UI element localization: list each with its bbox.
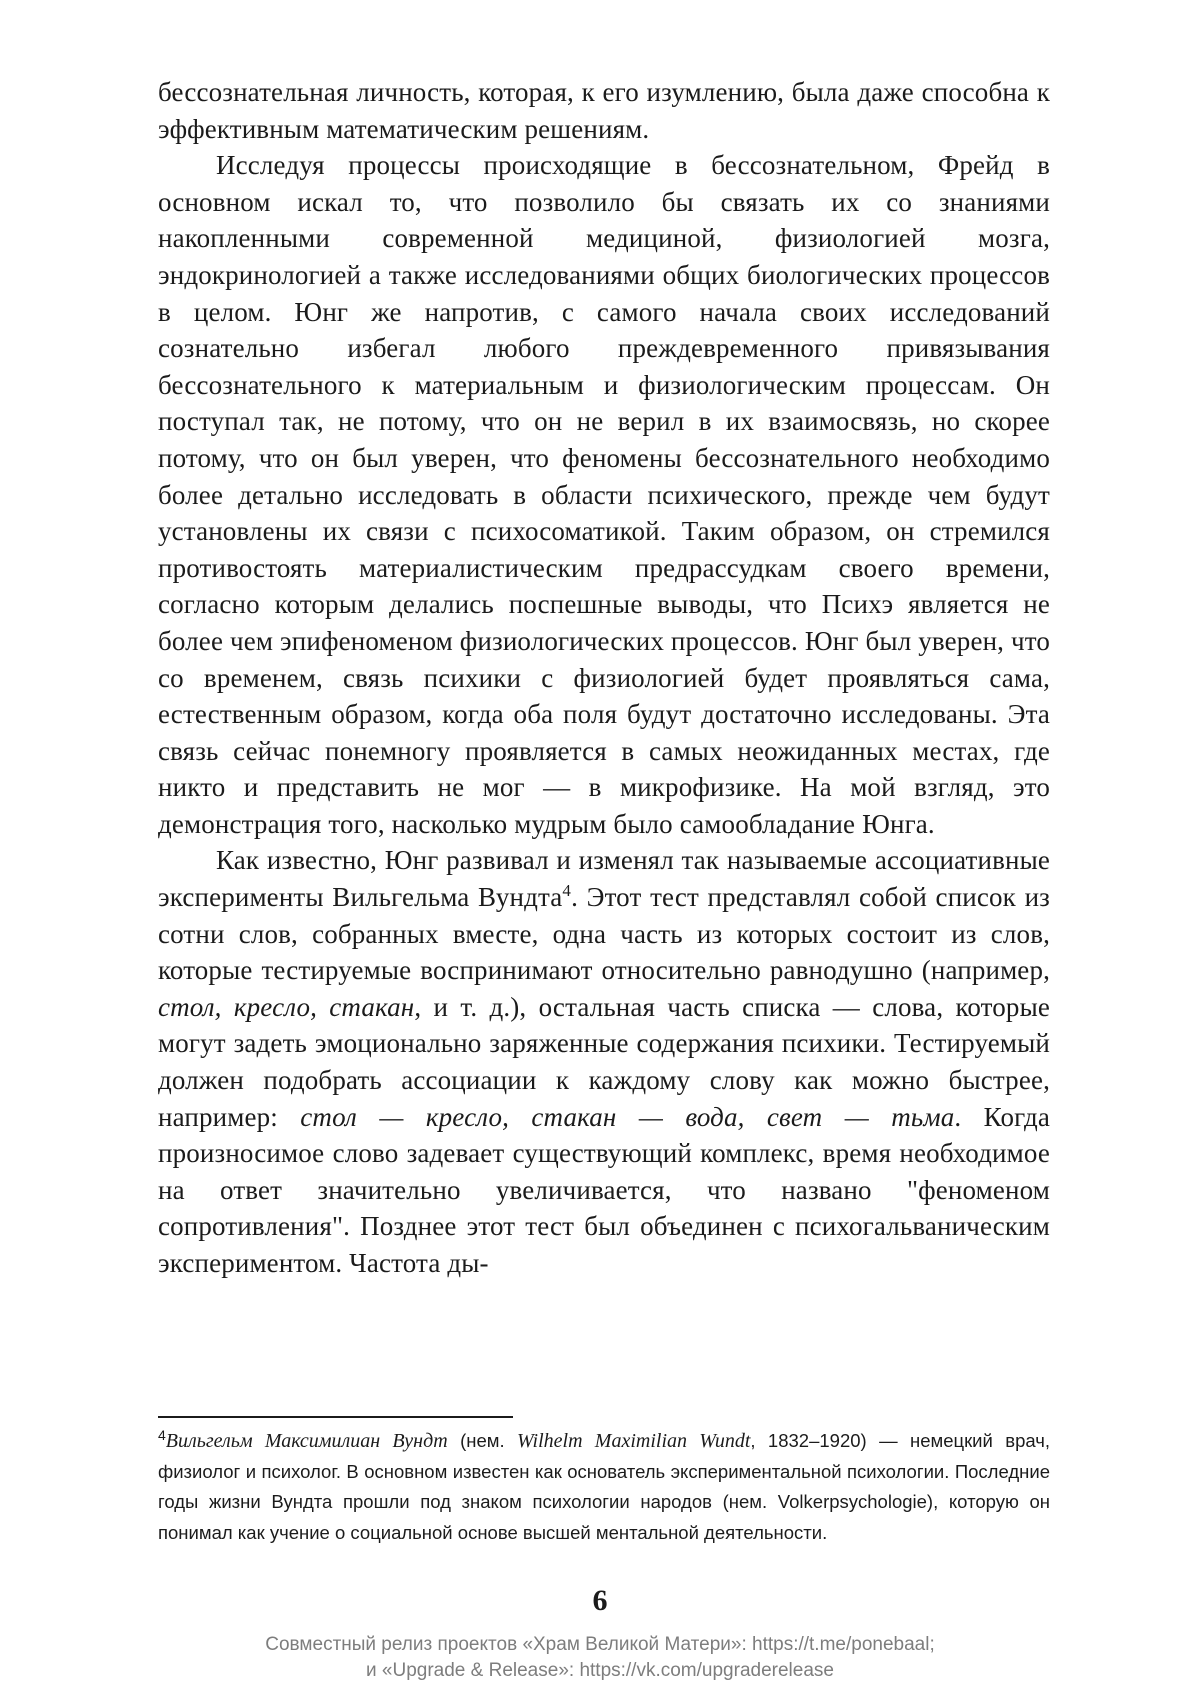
paragraph-3-text-c: , и т. д.), остальная часть списка — слова, которые могут задеть эмоционально заряженные содержания психики. Тестируемый должен подобрать ассоциации к каждому слову как можно быстрее, например: [158, 991, 1051, 1132]
paragraph-3-text-d: . Когда произносимое слово задевает существующий комплекс, время необходимое на ответ значительно увеличивается, что названо "феноменом сопротивления". Позднее этот тест был объединен с психогальваническим экспериментом. Частота ды- [158, 1101, 1050, 1278]
credits-line-2: и «Upgrade & Release»: https://vk.com/upgraderelease [366, 1660, 834, 1681]
footnote-separator [158, 1416, 513, 1418]
footnote-name-ru: Вильгельм Максимилиан Вундт [165, 1430, 448, 1452]
paragraph-3 [158, 842, 1050, 1281]
paragraph-3-text-b: . Этот тест представлял собой список из сотни слов, собранных вместе, одна часть из которых состоит из слов, которые тестируемые воспринимают относительно равнодушно (например, [158, 882, 1050, 986]
paragraph-3-italic-associations: стол — кресло, стакан — вода, свет — тьма [300, 1101, 955, 1132]
paragraph-1: бессознательная личность, которая, к его изумлению, была даже способна к эффективным математическим решениям. [158, 77, 1050, 144]
paragraph-3-italic-examples: стол, кресло, стакан [158, 991, 415, 1022]
paragraph-2: Исследуя процессы происходящие в бессознательном, Фрейд в основном искал то, что позволило бы связать их со знаниями накопленными современной медициной, физиологией мозга, эндокринологией а также исследованиями общих биологических процессов в целом. Юнг же напротив, с самого начала своих исследований сознательно избегал любого преждевременного привязывания бессознательного к материальным и физиологическим процессам. Он поступал так, не потому, что он не верил в их взаимосвязь, но скорее потому, что он был уверен, что феномены бессознательного необходимо более детально исследовать в области психического, прежде чем будут установлены их связи с психосоматикой. Таким образом, он стремился противостоять материалистическим предрассудкам своего времени, согласно которым делались поспешные выводы, что Психэ является не более чем эпифеноменом физиологических процессов. Юнг был уверен, что со временем, связь психики с физиологией будет проявляться сама, естественным образом, когда оба поля будут достаточно исследованы. Эта связь сейчас понемногу проявляется в самых неожиданных местах, где никто и представить не мог — в микрофизике. На мой взгляд, это демонстрация того, насколько мудрым было самообладание Юнга. [158, 150, 1050, 839]
footnote-text: , 1832–1920) — немецкий врач, физиолог и психолог. В основном известен как основатель экспериментальной психологии. Последние годы жизни Вундта прошли под знаком психологии народов (нем. Volkerpsychologie), которую он понимал как учение о социальной основе высшей ментальной деятельности. [158, 1430, 1051, 1543]
page-body [158, 74, 1050, 1282]
footnote-mark: 4 [158, 1426, 166, 1443]
paragraph-3-text-a: Как известно, Юнг развивал и изменял так называемые ассоциативные эксперименты Вильгельма Вундта [158, 845, 1050, 913]
footnote [158, 1426, 1050, 1548]
page-number: 6 [592, 1584, 608, 1617]
credits-line-1: Совместный релиз проектов «Храм Великой Матери»: https://t.me/ponebaal; [265, 1634, 935, 1655]
release-credits [0, 1632, 1200, 1684]
footnote-reference: 4 [562, 881, 572, 901]
footnote-lang-open: (нем. [447, 1430, 517, 1451]
footnote-name-de: Wilhelm Maximilian Wundt [517, 1430, 751, 1452]
